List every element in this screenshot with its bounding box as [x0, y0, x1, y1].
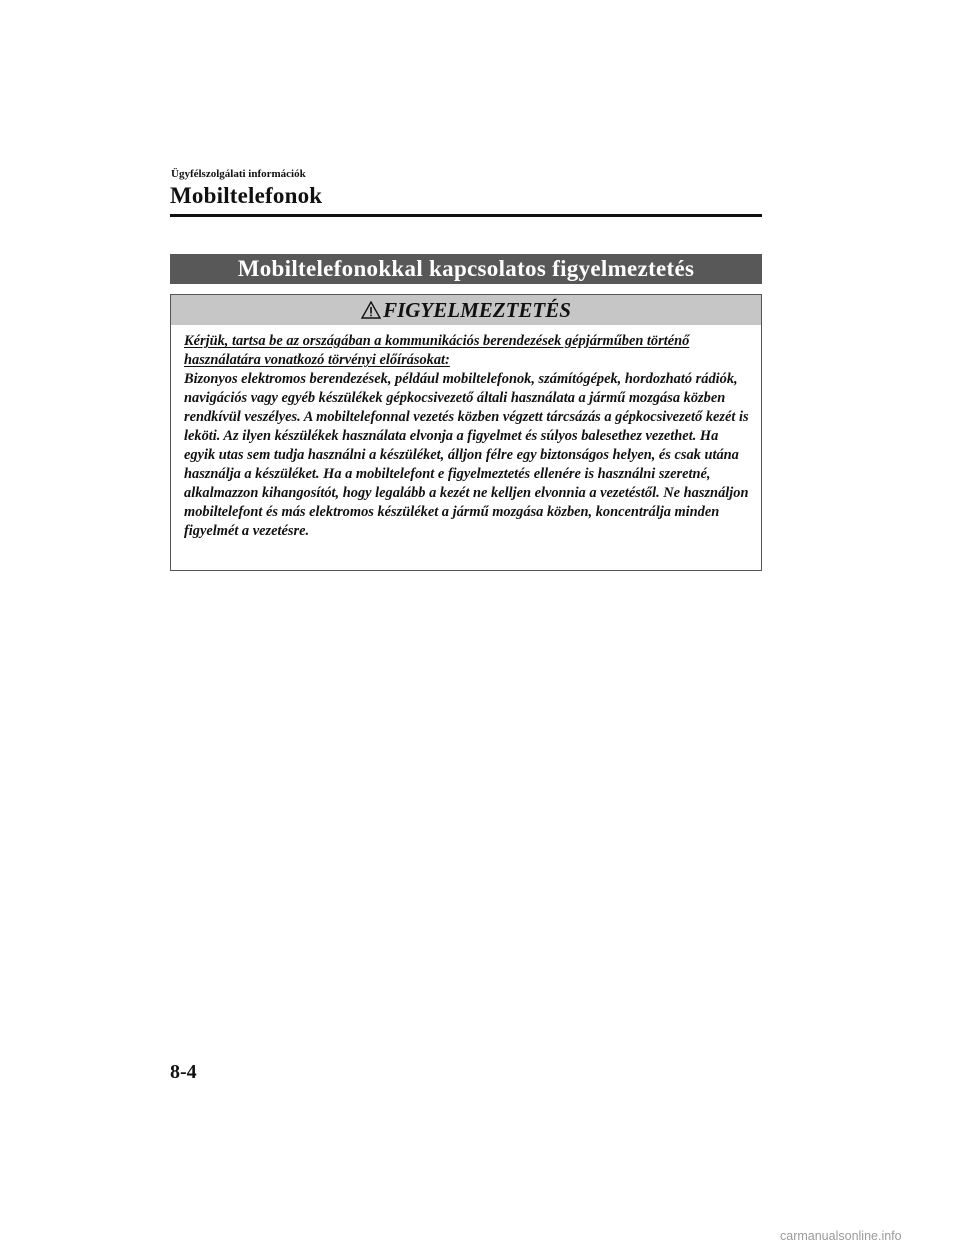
warning-triangle-icon [361, 301, 381, 319]
warning-box [170, 294, 762, 571]
page-number: 8-4 [170, 1061, 197, 1083]
warning-header [171, 295, 761, 325]
section-label: Ügyfélszolgálati információk [171, 168, 306, 180]
watermark: carmanualsonline.info [780, 1229, 902, 1243]
title-divider [170, 214, 762, 217]
warning-text: Bizonyos elektromos berendezések, például mobiltelefonok, számítógépek, hordozható rádiók, navigációs vagy egyéb készülékek gépkocsivezető általi használata a jármű mozgása közben rendkívül veszélyes. A mobiltelefonnal vezetés közben végzett tárcsázás a gépkocsivezető kezét is leköti. Az ilyen készülékek használata elvonja a figyelmet és súlyos balesethez vezethet. Ha egyik utas sem tudja használni a készüléket, álljon félre egy biztonságos helyen, és csak utána használja a készüléket. Ha a mobiltelefont e figyelmeztetés ellenére is használni szeretné, alkalmazzon kihangosítót, hogy legalább a kezét ne kelljen elvonnia a vezetéstől. Ne használjon mobiltelefont és más elektromos készüléket a jármű mozgása közben, koncentrálja minden figyelmét a vezetésre. [184, 371, 749, 539]
banner-title: Mobiltelefonokkal kapcsolatos figyelmeztetés [237, 256, 695, 281]
warning-heading: FIGYELMEZTETÉS [383, 297, 571, 322]
page-title: Mobiltelefonok [170, 183, 323, 208]
warning-intro: Kérjük, tartsa be az országában a kommunikációs berendezések gépjárműben történő használatára vonatkozó törvényi előírásokat: [184, 333, 690, 368]
section-banner [170, 254, 762, 284]
warning-body [171, 325, 761, 541]
